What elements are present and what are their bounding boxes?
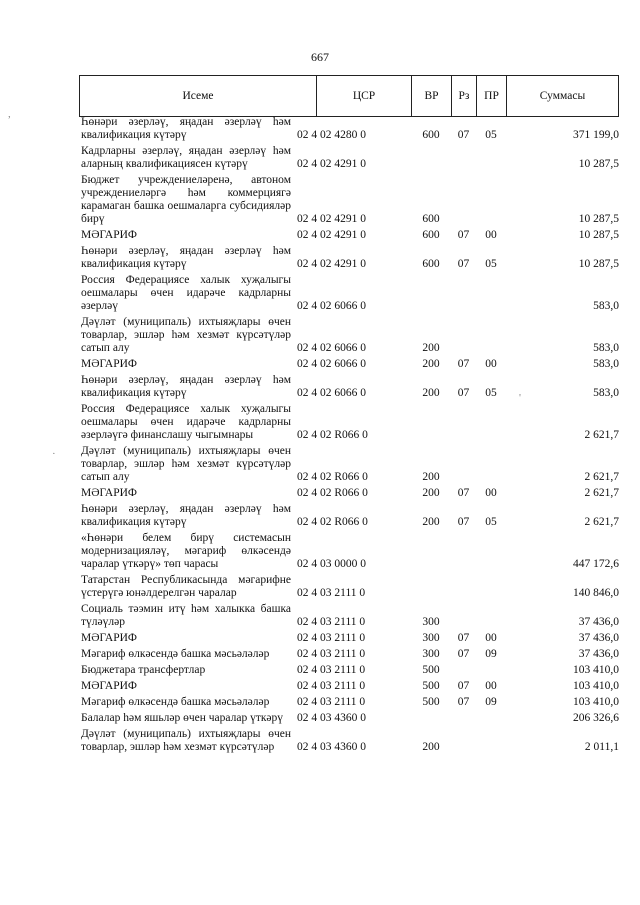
cell-vr: 500 — [422, 680, 440, 692]
cell-rz: 07 — [457, 680, 470, 692]
cell-vr: 600 — [422, 258, 440, 270]
cell-sum: 583,0 — [593, 300, 619, 312]
margin-mark: · — [52, 448, 56, 460]
cell-pr: 05 — [485, 129, 497, 141]
cell-csr: 02 4 02 6066 0 — [297, 300, 366, 312]
cell-csr: 02 4 02 4291 0 — [297, 258, 366, 270]
cell-csr: 02 4 02 4291 0 — [297, 213, 366, 225]
cell-rz: 07 — [457, 129, 470, 141]
cell-pr: 05 — [485, 387, 497, 399]
cell-name: МӘГАРИФ — [81, 229, 138, 241]
cell-sum: 2 621,7 — [584, 487, 619, 499]
cell-sum: 447 172,6 — [573, 558, 619, 570]
cell-sum: 37 436,0 — [578, 632, 619, 644]
cell-csr: 02 4 02 4291 0 — [297, 229, 366, 241]
cell-name: Россия Федерациясе халык хуҗалыгы оешмалары өчен идарәче кадрларны әзерләү — [81, 274, 291, 312]
cell-vr: 200 — [422, 487, 440, 499]
table-row — [79, 696, 619, 709]
cell-sum: 37 436,0 — [578, 616, 619, 628]
cell-sum: 10 287,5 — [578, 229, 619, 241]
cell-csr: 02 4 02 R066 0 — [297, 429, 368, 441]
cell-sum: 10 287,5 — [578, 213, 619, 225]
cell-name: МӘГАРИФ — [81, 487, 138, 499]
cell-rz: 07 — [457, 648, 470, 660]
table-row — [79, 358, 619, 371]
cell-name: МӘГАРИФ — [81, 680, 138, 692]
table-row — [79, 487, 619, 500]
cell-csr: 02 4 03 2111 0 — [297, 696, 366, 708]
cell-name: Һөнәри әзерләү, яңадан әзерләү һәм квалификация күтәрү — [81, 374, 291, 399]
cell-csr: 02 4 03 2111 0 — [297, 616, 366, 628]
cell-vr: 200 — [422, 342, 440, 354]
cell-name: Дәүләт (муниципаль) ихтыяҗлары өчен товарлар, эшләр һәм хезмәт күрсәтүләр сатып алу — [81, 445, 291, 483]
cell-vr: 500 — [422, 664, 440, 676]
cell-csr: 02 4 02 6066 0 — [297, 387, 366, 399]
cell-rz: 07 — [457, 487, 470, 499]
cell-vr: 500 — [422, 696, 440, 708]
cell-sum: 583,0 — [593, 387, 619, 399]
column-header-pr: ПР — [476, 76, 506, 116]
cell-rz: 07 — [457, 632, 470, 644]
cell-csr: 02 4 02 R066 0 — [297, 471, 368, 483]
table-row — [79, 728, 619, 754]
table-header — [79, 75, 619, 117]
cell-sum: 10 287,5 — [578, 258, 619, 270]
table-row — [79, 316, 619, 355]
cell-name: «Һөнәри белем бирү системасын модернизацияләү, мәгариф өлкәсендә чаралар үткәрү» төп чарасы — [81, 532, 291, 570]
cell-rz: 07 — [457, 258, 470, 270]
cell-sum: 103 410,0 — [573, 664, 619, 676]
cell-name: Мәгариф өлкәсендә башка мәсьәләләр — [81, 648, 270, 660]
cell-rz: 07 — [457, 516, 470, 528]
cell-vr: 300 — [422, 632, 440, 644]
table-row — [79, 574, 619, 600]
cell-rz: 07 — [457, 358, 470, 370]
cell-vr: 600 — [422, 129, 440, 141]
cell-name: Һөнәри әзерләү, яңадан әзерләү һәм квалификация күтәрү — [81, 503, 291, 528]
cell-name: Дәүләт (муниципаль) ихтыяҗлары өчен товарлар, эшләр һәм хезмәт күрсәтүләр — [81, 728, 291, 753]
cell-vr: 200 — [422, 471, 440, 483]
cell-sum: 2 621,7 — [584, 471, 619, 483]
cell-sum: 2 621,7 — [584, 429, 619, 441]
table-row — [79, 374, 619, 400]
cell-name: Кадрларны әзерләү, яңадан әзерләү һәм аларның квалификациясен күтәрү — [81, 145, 291, 170]
table-row — [79, 274, 619, 313]
column-header-sum: Суммасы — [506, 76, 619, 116]
table-row — [79, 503, 619, 529]
cell-name: Мәгариф өлкәсендә башка мәсьәләләр — [81, 696, 270, 708]
cell-sum: 103 410,0 — [573, 696, 619, 708]
cell-sum: 583,0 — [593, 342, 619, 354]
margin-mark: , — [8, 108, 11, 120]
page-number: 667 — [311, 50, 329, 64]
cell-csr: 02 4 03 2111 0 — [297, 587, 366, 599]
table-row — [79, 712, 619, 725]
cell-sum: 206 326,6 — [573, 712, 619, 724]
cell-vr: 600 — [422, 229, 440, 241]
table-row — [79, 603, 619, 629]
cell-csr: 02 4 02 R066 0 — [297, 516, 368, 528]
table-row — [79, 532, 619, 571]
cell-pr: 05 — [485, 516, 497, 528]
cell-vr: 200 — [422, 387, 440, 399]
cell-name: Бюджетара трансфертлар — [81, 664, 206, 676]
cell-pr: 09 — [485, 648, 497, 660]
column-header-rz: Рз — [451, 76, 476, 116]
cell-sum: 103 410,0 — [573, 680, 619, 692]
table-row — [79, 632, 619, 645]
cell-csr: 02 4 03 4360 0 — [297, 741, 366, 753]
table-row — [79, 116, 619, 142]
cell-csr: 02 4 02 6066 0 — [297, 358, 366, 370]
cell-sum: 140 846,0 — [573, 587, 619, 599]
table-body — [79, 116, 619, 757]
table-row — [79, 648, 619, 661]
table-row — [79, 145, 619, 171]
table-row — [79, 174, 619, 226]
cell-pr: 00 — [485, 229, 497, 241]
margin-mark: ' — [519, 392, 521, 404]
cell-csr: 02 4 03 2111 0 — [297, 680, 366, 692]
cell-name: Һөнәри әзерләү, яңадан әзерләү һәм квалификация күтәрү — [81, 245, 291, 270]
column-header-csr: ЦСР — [316, 76, 411, 116]
cell-name: Россия Федерациясе халык хуҗалыгы оешмалары өчен идарәче кадрларны әзерләүгә финанслашу чыгымнары — [81, 403, 291, 441]
cell-sum: 583,0 — [593, 358, 619, 370]
cell-csr: 02 4 02 4280 0 — [297, 129, 366, 141]
table-row — [79, 229, 619, 242]
cell-sum: 2 621,7 — [584, 516, 619, 528]
cell-vr: 200 — [422, 516, 440, 528]
cell-pr: 00 — [485, 487, 497, 499]
cell-name: Социаль тәэмин итү һәм халыкка башка түләүләр — [81, 603, 291, 628]
cell-vr: 600 — [422, 213, 440, 225]
table-row — [79, 445, 619, 484]
table-row — [79, 680, 619, 693]
cell-csr: 02 4 03 2111 0 — [297, 632, 366, 644]
cell-pr: 00 — [485, 358, 497, 370]
column-header-vr: ВР — [411, 76, 451, 116]
cell-csr: 02 4 03 2111 0 — [297, 664, 366, 676]
cell-csr: 02 4 02 R066 0 — [297, 487, 368, 499]
cell-pr: 05 — [485, 258, 497, 270]
table-row — [79, 664, 619, 677]
cell-csr: 02 4 03 2111 0 — [297, 648, 366, 660]
cell-csr: 02 4 02 4291 0 — [297, 158, 366, 170]
cell-rz: 07 — [457, 387, 470, 399]
cell-vr: 200 — [422, 741, 440, 753]
cell-sum: 371 199,0 — [573, 129, 619, 141]
cell-name: Балалар һәм яшьләр өчен чаралар үткәрү — [81, 712, 284, 724]
cell-name: МӘГАРИФ — [81, 632, 138, 644]
cell-sum: 10 287,5 — [578, 158, 619, 170]
column-header-name: Исеме — [79, 76, 316, 116]
cell-pr: 00 — [485, 632, 497, 644]
table-row — [79, 403, 619, 442]
cell-pr: 00 — [485, 680, 497, 692]
table-row — [79, 245, 619, 271]
cell-rz: 07 — [457, 696, 470, 708]
cell-name: Бюджет учреждениеләренә, автоном учреждениеләргә һәм коммерциягә карамаган башка оешмаларга субсидияләр бирү — [81, 174, 291, 225]
cell-vr: 200 — [422, 358, 440, 370]
cell-name: МӘГАРИФ — [81, 358, 138, 370]
cell-csr: 02 4 03 0000 0 — [297, 558, 366, 570]
cell-pr: 09 — [485, 696, 497, 708]
cell-vr: 300 — [422, 616, 440, 628]
cell-name: Һөнәри әзерләү, яңадан әзерләү һәм квалификация күтәрү — [81, 116, 291, 141]
cell-vr: 300 — [422, 648, 440, 660]
cell-csr: 02 4 03 4360 0 — [297, 712, 366, 724]
cell-rz: 07 — [457, 229, 470, 241]
cell-csr: 02 4 02 6066 0 — [297, 342, 366, 354]
cell-name: Дәүләт (муниципаль) ихтыяҗлары өчен товарлар, эшләр һәм хезмәт күрсәтүләр сатып алу — [81, 316, 291, 354]
cell-name: Татарстан Республикасында мәгарифне үстерүгә юнәлдерелгән чаралар — [81, 574, 291, 599]
cell-sum: 2 011,1 — [584, 741, 619, 753]
cell-sum: 37 436,0 — [578, 648, 619, 660]
